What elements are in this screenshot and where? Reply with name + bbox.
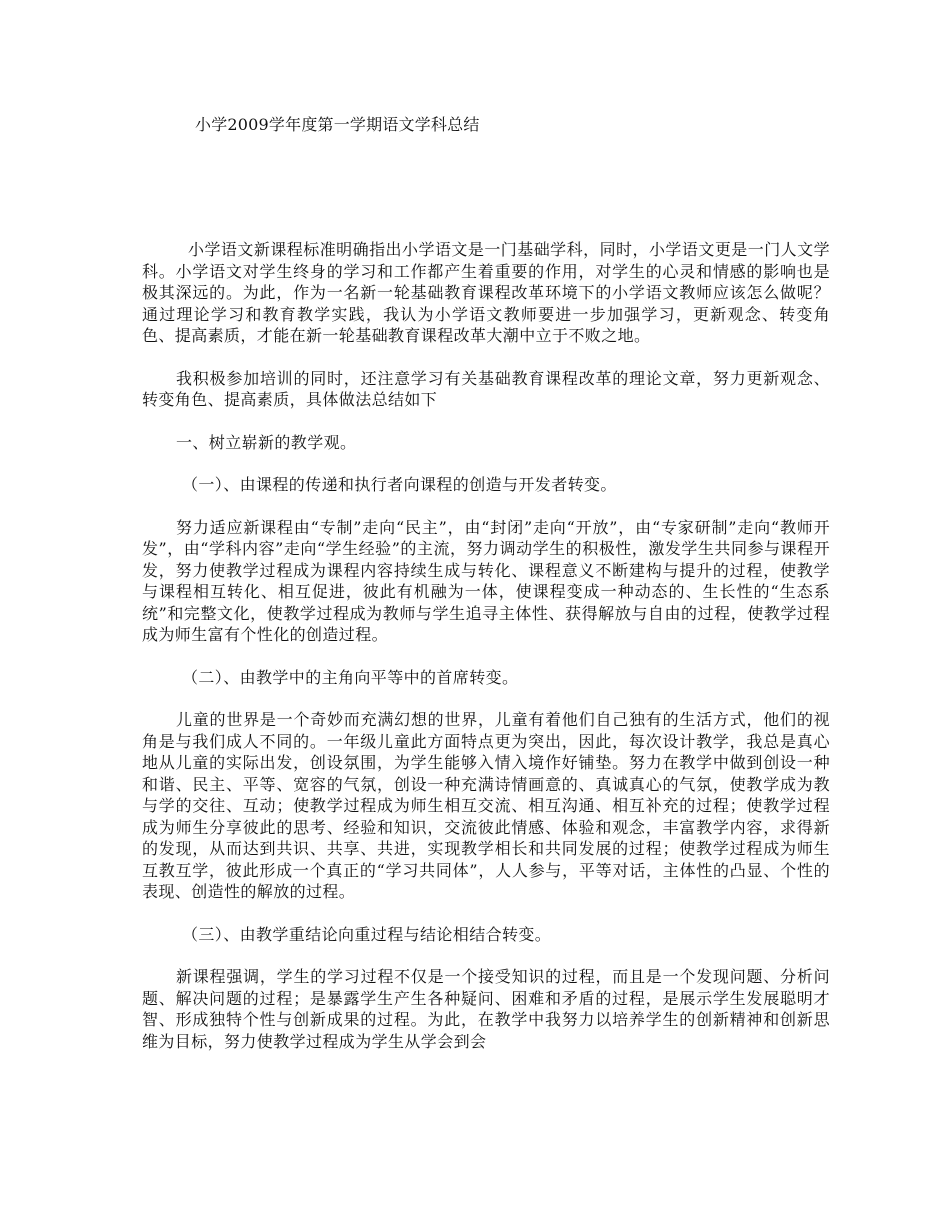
paragraph-training: 我积极参加培训的同时，还注意学习有关基础教育课程改革的理论文章，努力更新观念、转变角色、提高素质，具体做法总结如下 <box>142 368 830 409</box>
paragraph-intro: 小学语文新课程标准明确指出小学语文是一门基础学科，同时，小学语文更是一门人文学科。小学语文对学生终身的学习和工作都产生着重要的作用，对学生的心灵和情感的影响也是极其深远的。为此，作为一名新一轮基础教育课程改革环境下的小学语文教师应该怎么做呢？通过理论学习和教育教学实践，我认为小学语文教师要进一步加强学习，更新观念、转变角色、提高素质，才能在新一轮基础教育课程改革大潮中立于不败之地。 <box>142 240 830 345</box>
subsection-heading-2: （二）、由教学中的主角向平等中的首席转变。 <box>182 667 519 687</box>
section-heading-1: 一、树立崭新的教学观。 <box>176 432 357 452</box>
subsection-heading-1: （一）、由课程的传递和执行者向课程的创造与开发者转变。 <box>182 475 617 494</box>
document-body <box>142 239 830 1073</box>
document-title: 小学2009学年度第一学期语文学科总结 <box>195 115 480 134</box>
paragraph-children: 儿童的世界是一个奇妙而充满幻想的世界，儿童有着他们自己独有的生活方式，他们的视角是与我们成人不同的。一年级儿童此方面特点更为突出，因此，每次设计教学，我总是真心地从儿童的实际出发，创设氛围，为学生能够入情入境作好铺垫。努力在教学中做到创设一种和谐、民主、平等、宽容的气氛，创设一种充满诗情画意的、真诚真心的气氛，使教学成为教与学的交往、互动；使教学过程成为师生相互交流、相互沟通、相互补充的过程；使教学过程成为师生分享彼此的思考、经验和知识，交流彼此情感、体验和观念，丰富教学内容，求得新的发现，从而达到共识、共享、共进，实现教学相长和共同发展的过程；使教学过程成为师生互教互学，彼此形成一个真正的“学习共同体”，人人参与，平等对话，主体性的凸显、个性的表现、创造性的解放的过程。 <box>142 710 830 901</box>
paragraph-curriculum: 努力适应新课程由“专制”走向“民主”，由“封闭”走向“开放”，由“专家研制”走向“教师开发”，由“学科内容”走向“学生经验”的主流，努力调动学生的积极性，激发学生共同参与课程开发，努力使教学过程成为课程内容持续生成与转化、课程意义不断建构与提升的过程，使教学与课程相互转化、相互促进，彼此有机融为一体，使课程变成一种动态的、生长性的“生态系统”和完整文化，使教学过程成为教师与学生追寻主体性、获得解放与自由的过程，使教学过程成为师生富有个性化的创造过程。 <box>142 517 830 644</box>
subsection-heading-3: （三）、由教学重结论向重过程与结论相结合转变。 <box>182 924 552 944</box>
paragraph-process: 新课程强调，学生的学习过程不仅是一个接受知识的过程，而且是一个发现问题、分析问题、解决问题的过程；是暴露学生产生各种疑问、困难和矛盾的过程，是展示学生发展聪明才智、形成独特个性与创新成果的过程。为此，在教学中我努力以培养学生的创新精神和创新思维为目标，努力使教学过程成为学生从学会到会 <box>142 967 830 1051</box>
